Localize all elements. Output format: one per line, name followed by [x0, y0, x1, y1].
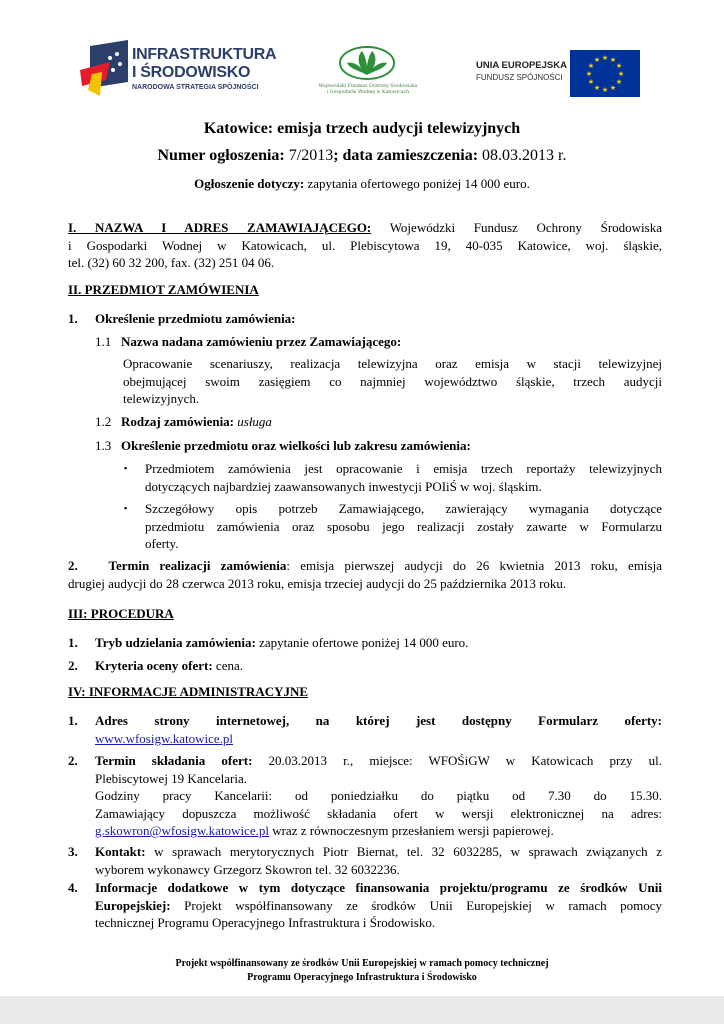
s3-item-1-num: 1.: [68, 635, 78, 650]
s2-item-1-1-label: Nazwa nadana zamówieniu przez Zamawiającego:: [121, 334, 402, 349]
ois-flag-icon: [80, 40, 130, 96]
svg-text:★: ★: [587, 78, 595, 86]
bullet-2-icon: ▪: [124, 503, 128, 513]
s2-item-1-1-num: 1.1: [95, 334, 112, 349]
svg-text:★: ★: [617, 70, 625, 78]
leaf-emblem-icon: [338, 45, 396, 81]
s4-item-2: Termin składania ofert: 20.03.2013 r., miejsce: WFOŚiGW w Katowicach przy ul. Plebiscytowej 19 Kancelaria. Godziny pracy Kancelarii: od poniedziałku do piątku od 7.30 do 15.30. Zamawiający dopuszcza możliwość składania ofert w wersji elektronicznej na adres: g.skowron@wfosigw.katowice.pl wraz z równoczesnym przesłaniem wersji papierowej.: [95, 753, 663, 838]
s2-item-1-label: Określenie przedmiotu zamówienia:: [95, 311, 296, 326]
s4-item-1-num: 1.: [68, 713, 78, 728]
svg-text:★: ★: [593, 56, 601, 64]
svg-text:★: ★: [593, 84, 601, 92]
page-title: Katowice: emisja trzech audycji telewizyjnych: [203, 120, 521, 137]
section-2-heading: II. PRZEDMIOT ZAMÓWIENIA: [68, 282, 259, 297]
svg-text:★: ★: [585, 70, 593, 78]
s3-item-2: Kryteria oceny ofert: cena.: [95, 658, 243, 673]
ois-logo-line2: I ŚRODOWISKO: [132, 64, 251, 81]
bullet-1-icon: ▪: [124, 463, 128, 473]
email-link[interactable]: g.skowron@wfosigw.katowice.pl: [95, 823, 269, 838]
s2-item-1-num: 1.: [68, 311, 78, 326]
eu-logo-line1: UNIA EUROPEJSKA: [476, 60, 567, 71]
svg-text:★: ★: [587, 62, 595, 70]
s4-item-4-num: 4.: [68, 880, 78, 895]
footer-band: [0, 996, 724, 1024]
s3-item-2-num: 2.: [68, 658, 78, 673]
announcement-number: Numer ogłoszenia: 7/2013; data zamieszczenia: 08.03.2013 r.: [157, 147, 567, 164]
s2-bullet-2: Szczegółowy opis potrzeb Zamawiającego, zawierający wymagania dotyczące przedmiotu zamówienia oraz sposobu jego realizacji zostały zawarte w Formularzu oferty.: [145, 501, 662, 551]
s4-item-4: Informacje dodatkowe w tym dotyczące finansowania projektu/programu ze środków Unii Europejskiej: Projekt współfinansowany ze środków Unii Europejskiej w ramach pomocy technicznej Programu Operacyjnego Infrastruktura i Środowisko.: [95, 880, 663, 930]
s2-item-1-3-num: 1.3: [95, 438, 112, 453]
s3-item-1: Tryb udzielania zamówienia: zapytanie ofertowe poniżej 14 000 euro.: [95, 635, 469, 650]
s4-item-3-num: 3.: [68, 844, 78, 859]
footer-line-1: Projekt współfinansowany ze środków Unii Europejskiej w ramach pomocy technicznej: [175, 958, 549, 969]
wfosigw-logo: [316, 45, 420, 105]
svg-text:★: ★: [601, 54, 609, 62]
s4-item-3: Kontakt: w sprawach merytorycznych Piotr Biernat, tel. 32 6032285, w sprawach związanych z wyborem wykonawcy Grzegorz Skowron tel. 32 6032236.: [95, 844, 662, 877]
section-4-heading: IV: INFORMACJE ADMINISTRACYJNE: [68, 684, 309, 699]
svg-text:★: ★: [601, 86, 609, 94]
s2-item-1-2-num: 1.2: [95, 414, 112, 429]
ois-logo-line1: INFRASTRUKTURA: [132, 46, 277, 63]
unia-europejska-logo: [470, 50, 650, 100]
s2-item-1-2: Rodzaj zamówienia: usługa: [121, 414, 272, 429]
eu-logo-line2: FUNDUSZ SPÓJNOŚCI: [476, 73, 563, 82]
s4-item-2-num: 2.: [68, 753, 78, 768]
announcement-subject: Ogłoszenie dotyczy: zapytania ofertowego poniżej 14 000 euro.: [194, 176, 530, 191]
section-1-heading: I. NAZWA I ADRES ZAMAWIAJĄCEGO:: [68, 220, 372, 235]
svg-text:★: ★: [615, 78, 623, 86]
section-3-heading: III: PROCEDURA: [68, 606, 174, 621]
s2-bullet-1: Przedmiotem zamówienia jest opracowanie i emisja trzech reportaży telewizyjnych dotyczących najbardziej zaawansowanych inwestycji POIiŚ w woj. śląskim.: [145, 461, 662, 494]
svg-text:★: ★: [609, 56, 617, 64]
svg-text:★: ★: [615, 62, 623, 70]
section-1: I. NAZWA I ADRES ZAMAWIAJĄCEGO: Wojewódzki Fundusz Ochrony Środowiska i Gospodarki Wodnej w Katowicach, ul. Plebiscytowa 19, 40-035 Katowice, woj. śląskie, tel. (32) 60 32 200, fax. (32) 251 04 06.: [68, 220, 662, 270]
svg-text:★: ★: [609, 84, 617, 92]
footer-line-2: Programu Operacyjnego Infrastruktura i Środowisko: [247, 972, 477, 983]
s4-item-1: Adres strony internetowej, na której jest dostępny Formularz oferty: www.wfosigw.katowice.pl: [95, 713, 662, 746]
eu-flag-icon: [570, 50, 640, 97]
infrastruktura-srodowisko-logo: [80, 38, 280, 100]
wfosigw-logo-text: Wojewódzki Fundusz Ochrony Środowiska i Gospodarki Wodnej w Katowicach: [318, 84, 418, 95]
s2-item-2: 2. Termin realizacji zamówienia: emisja pierwszej audycji do 26 kwietnia 2013 roku, emisja drugiej audycji do 28 czerwca 2013 roku, emisja trzeciej audycji do 25 października 2013 roku.: [68, 558, 662, 591]
s2-item-1-3-label: Określenie przedmiotu oraz wielkości lub zakresu zamówienia:: [121, 438, 471, 453]
ois-logo-line3: NARODOWA STRATEGIA SPÓJNOŚCI: [132, 84, 259, 91]
s2-item-1-1-text: Opracowanie scenariuszy, realizacja telewizyjna oraz emisja w stacji telewizyjnej obejmującej swoim zasięgiem co najmniej województwo śląskie, trzech audycji telewizyjnych.: [123, 356, 662, 406]
website-link[interactable]: www.wfosigw.katowice.pl: [95, 730, 234, 746]
